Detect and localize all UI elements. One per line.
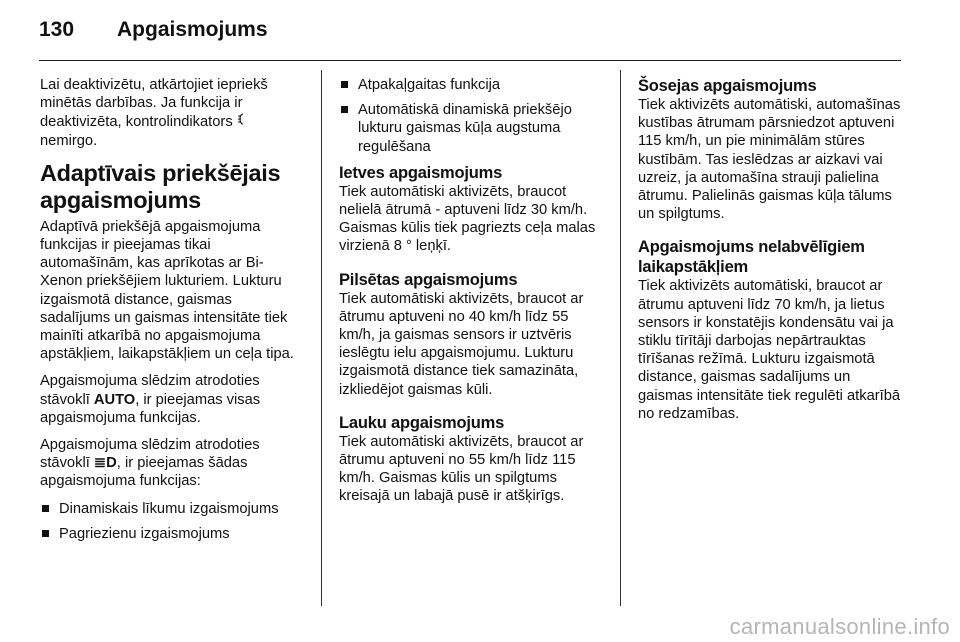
- bullet-icon: [341, 81, 348, 88]
- list-item: Automātiskā dinamiskā priekšējo lukturu gaismas kūļa augstuma regulēšana: [339, 101, 605, 156]
- section-title-motorway-lighting: Šosejas apgaismojums: [638, 77, 817, 95]
- bullet-icon: [42, 505, 49, 512]
- section-title-pavement-lighting: Ietves apgaismojums: [339, 163, 503, 182]
- bullet-icon: [42, 530, 49, 537]
- function-list-1: [40, 500, 306, 543]
- low-beam-symbol: ≣D: [93, 455, 117, 472]
- page-number: 130: [39, 18, 75, 41]
- section-title-bad-weather-lighting: Apgaismojums nelabvēlīgiem laikapstākļiem: [638, 238, 865, 277]
- pavement-lighting-text: Tiek automātiski aktivizēts, braucot nelielā ātrumā - aptuveni līdz 30 km/h. Gaismas kūlis tiek pagriezts ceļa malas virzienā 8 ° leņķī.: [339, 183, 596, 255]
- column-divider-1: [321, 70, 322, 606]
- list-item: Pagriezienu izgaismojums: [40, 525, 306, 543]
- country-lighting-text: Tiek automātiski aktivizēts, braucot ar ātrumu aptuveni no 55 km/h līdz 115 km/h. Gaismas kūlis un spilgtums kreisajā un labajā pusē ir atšķirīgs.: [339, 433, 584, 505]
- section-title-town-lighting: Pilsētas apgaismojums: [339, 270, 518, 289]
- function-list-2: [339, 76, 605, 156]
- page-header: [39, 18, 268, 48]
- headlight-indicator-icon: [237, 112, 247, 130]
- column-3: [638, 76, 904, 432]
- list-item: Dinamiskais līkumu izgaismojums: [40, 500, 306, 518]
- auto-symbol: AUTO: [93, 391, 136, 408]
- page-title: Apgaismojums: [117, 18, 268, 41]
- adaptive-lighting-text: Adaptīvā priekšējā apgaismojuma funkcijas ir pieejamas tikai automašīnām, kas aprīkotas ar Bi-Xenon priekšējiem lukturiem. Lukturu izgaismotā distance, gaismas sadalījums un gaismas intensitāte tiek mainīti atkarībā no apgaismojuma apstākļiem, laikapstākļiem un ceļa tipa.: [40, 218, 294, 363]
- section-title-adaptive-lighting: Adaptīvais priekšējais apgaismojums: [40, 159, 281, 213]
- column-2: [339, 76, 605, 515]
- watermark: carmanualsonline.info: [729, 614, 950, 639]
- column-1: [40, 76, 306, 550]
- motorway-lighting-text: Tiek aktivizēts automātiski, automašīnas kustības ātrumam pārsniedzot aptuveni 115 km/h, un pie minimālām stūres kustībām. Tas ieslēdzas ar aizkavi vai uzreiz, ja automašīna strauji palielina ātrumu. Palielinās gaismas kūļa tālums un spilgtums.: [638, 97, 901, 223]
- bullet-icon: [341, 106, 348, 113]
- town-lighting-text: Tiek automātiski aktivizēts, braucot ar ātrumu aptuveni no 40 km/h līdz 55 km/h, ja gaismas sensors ir uztvēris ieslēgtu ielu apgaismojumu. Lukturu izgaismotā distance tiek samazināta, izkliedējot gaismas kūli.: [339, 290, 584, 398]
- intro-paragraph: Lai deaktivizētu, atkārtojiet iepriekš minētās darbības. Ja funkcija ir deaktivizēta, kontrolindikators nemirgo.: [40, 77, 268, 149]
- bad-weather-lighting-text: Tiek aktivizēts automātiski, braucot ar ātrumu aptuveni līdz 70 km/h, ja lietus sensors ir konstatējis kondensātu vai ja stiklu tīrītāji darbojas nepārtrauktas tīrīšanas režīmā. Lukturu izgaismotā distance, gaismas sadalījums un gaismas intensitāte tiek regulēti atkarībā no redzamības.: [638, 278, 901, 422]
- low-beam-position-text: Apgaismojuma slēdzim atrodoties stāvoklī ≣D, ir pieejamas šādas apgaismojuma funkcijas:: [40, 437, 260, 490]
- auto-position-text: Apgaismojuma slēdzim atrodoties stāvoklī AUTO, ir pieejamas visas apgaismojuma funkcijas.: [40, 373, 261, 426]
- section-title-country-lighting: Lauku apgaismojums: [339, 413, 505, 432]
- header-rule: [39, 60, 901, 61]
- column-divider-2: [620, 70, 621, 606]
- list-item: Atpakaļgaitas funkcija: [339, 76, 605, 94]
